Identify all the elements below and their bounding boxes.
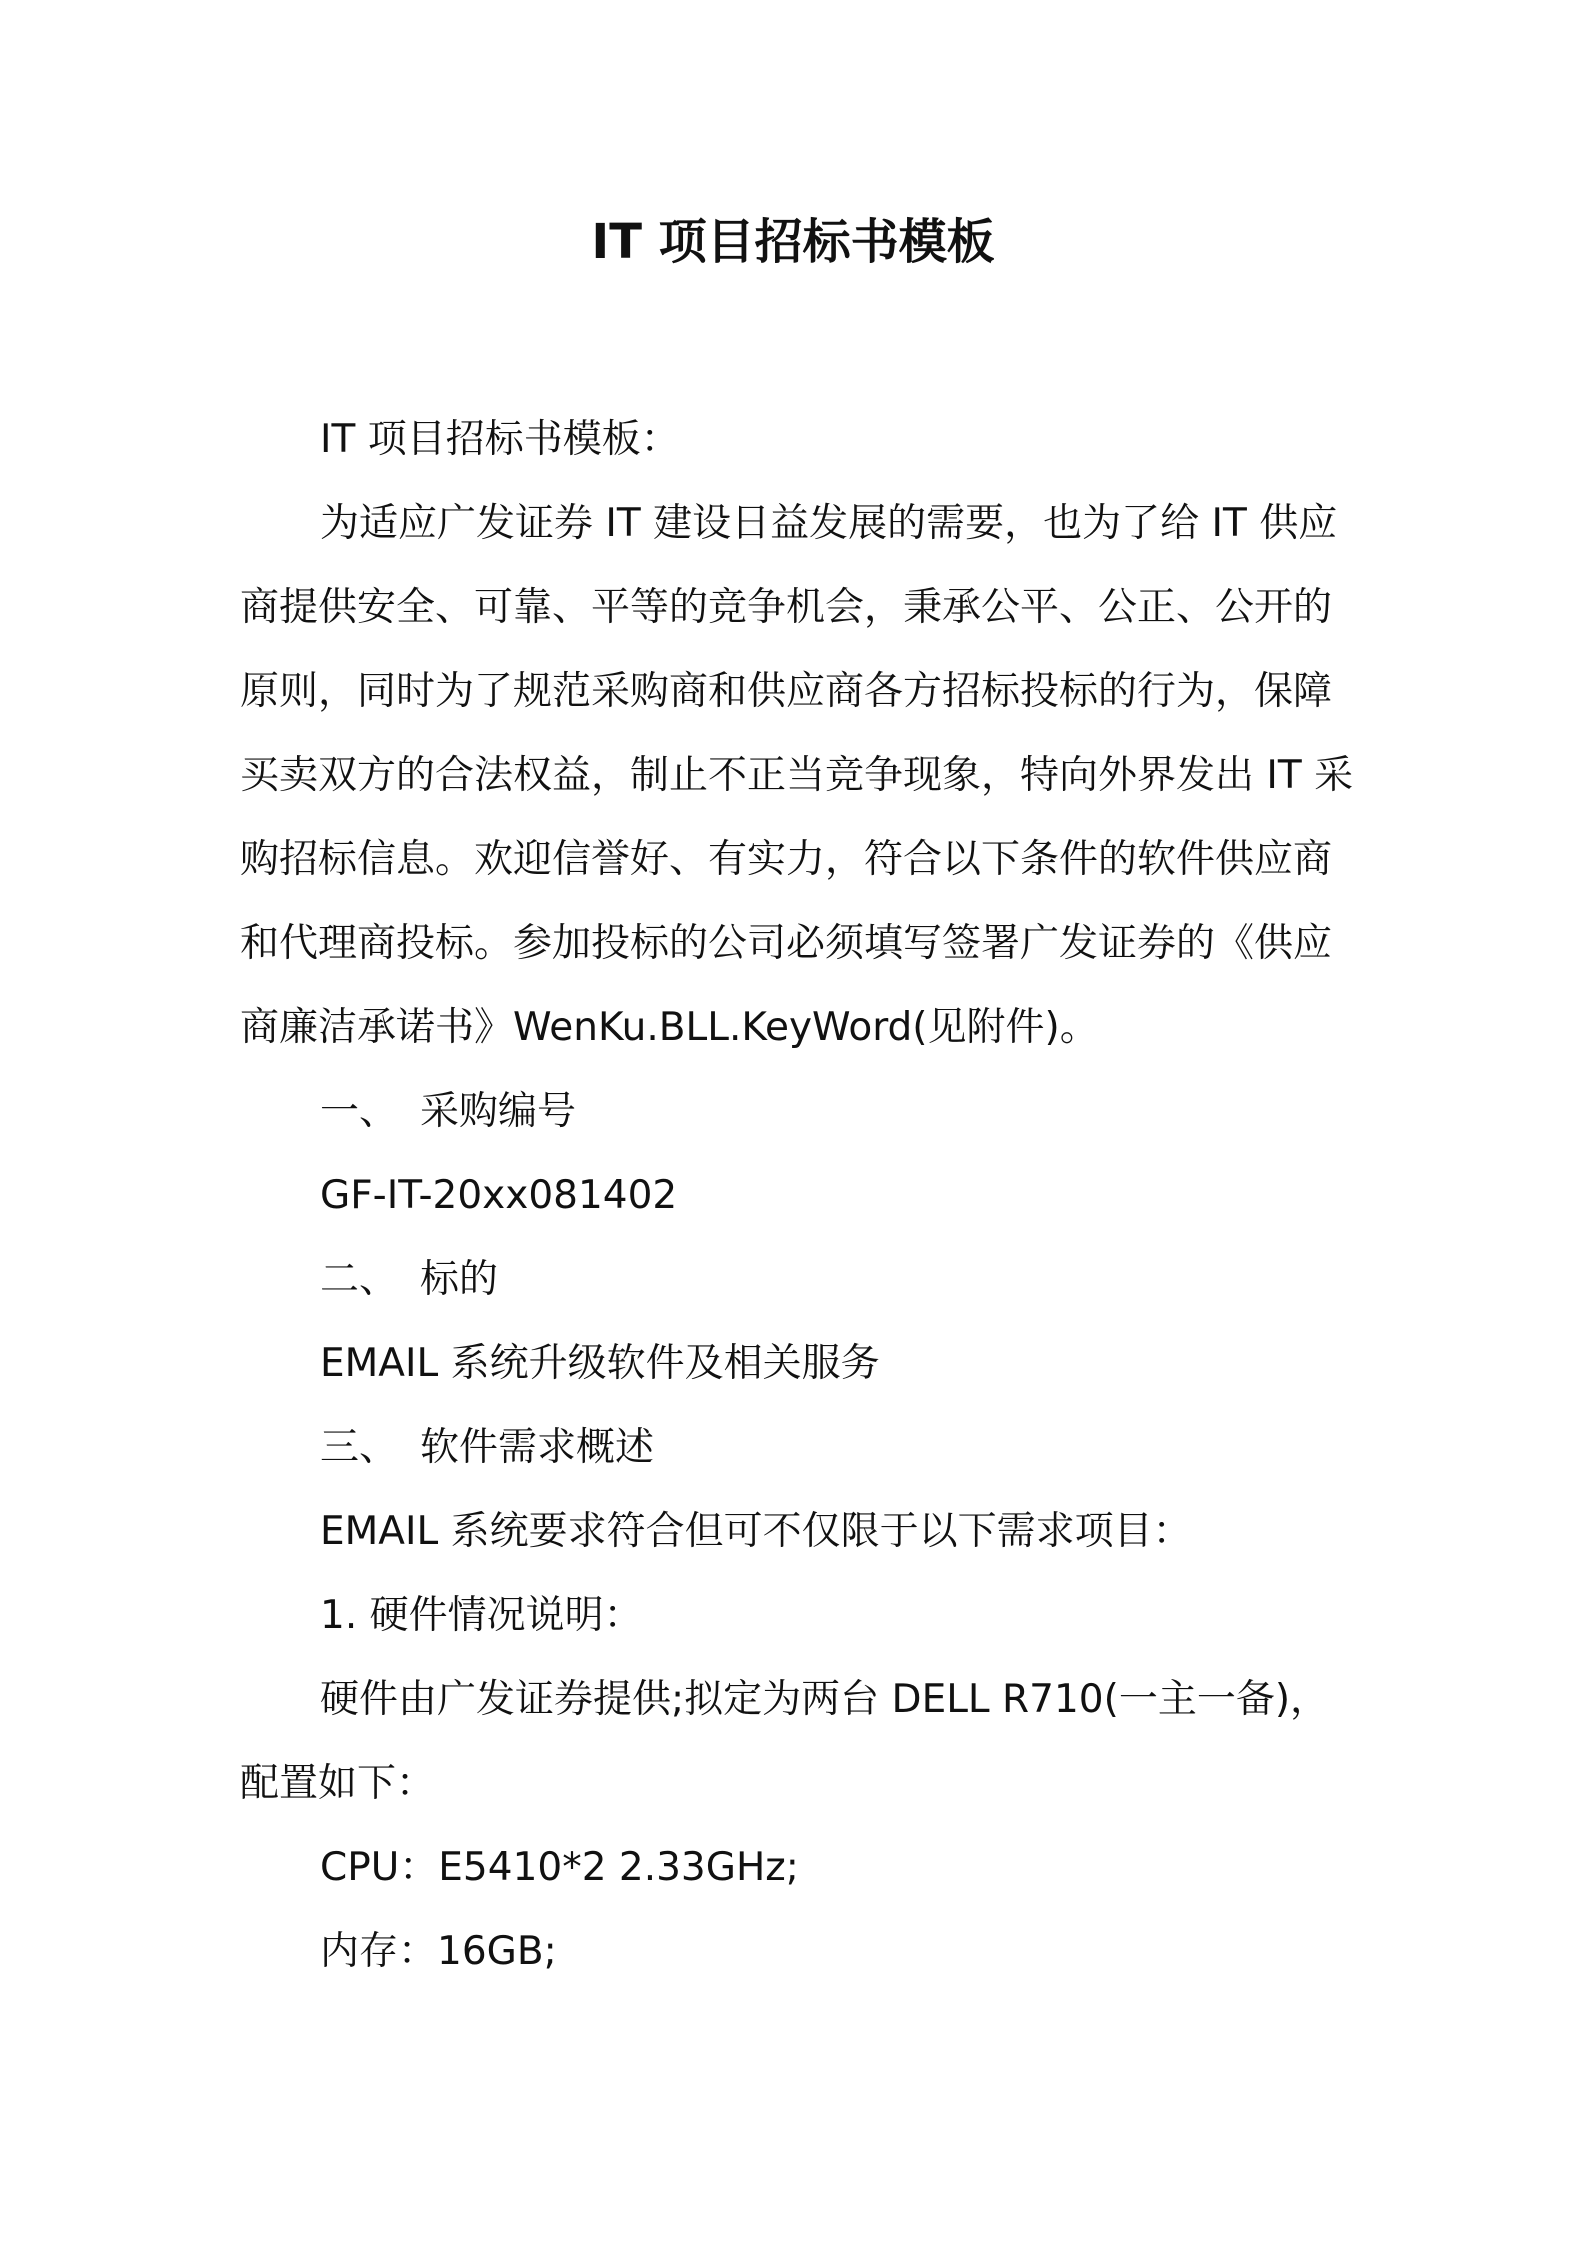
intro-paragraph: 为适应广发证券 IT 建设日益发展的需要，也为了给 IT 供应商提供安全、可靠、平等的竞争机会，秉承公平、公正、公开的原则，同时为了规范采购商和供应商各方招标投标的行为，保障买卖双方的合法权益，制止不正当竞争现象，特向外界发出 IT 采购招标信息。欢迎信誉好、有实力，符合以下条件的软件供应商和代理商投标。参加投标的公司必须填写签署广发证券的《供应商廉洁承诺书》WenKu.BLL.KeyWord(见附件)。 (240, 501, 1354, 1050)
section-1-heading (240, 1070, 1360, 1154)
section-2-heading (240, 1238, 1360, 1322)
spec-memory: 内存：16GB; (320, 1929, 557, 1974)
item-1-paragraph: 硬件由广发证券提供;拟定为两台 DELL R710(一主一备)，配置如下： (240, 1677, 1330, 1806)
section-1-number: 一、 (320, 1089, 399, 1134)
body-heading: IT 项目招标书模板： (320, 417, 680, 462)
spec-cpu: CPU：E5410*2 2.33GHz; (320, 1845, 799, 1890)
section-2-content: EMAIL 系统升级软件及相关服务 (320, 1341, 880, 1386)
section-1-content: GF-IT-20xx081402 (320, 1173, 678, 1218)
section-3-title: 软件需求概述 (420, 1425, 655, 1470)
section-3-heading (240, 1406, 1360, 1490)
section-2-title: 标的 (420, 1257, 499, 1302)
section-3-number: 三、 (320, 1425, 399, 1470)
section-3-content: EMAIL 系统要求符合但可不仅限于以下需求项目： (320, 1509, 1192, 1554)
section-1-title: 采购编号 (420, 1089, 577, 1134)
section-2-number: 二、 (320, 1257, 399, 1302)
document-body (240, 398, 1360, 1994)
item-1-heading: 1. 硬件情况说明： (320, 1593, 643, 1638)
document-title: IT 项目招标书模板 (591, 214, 995, 270)
